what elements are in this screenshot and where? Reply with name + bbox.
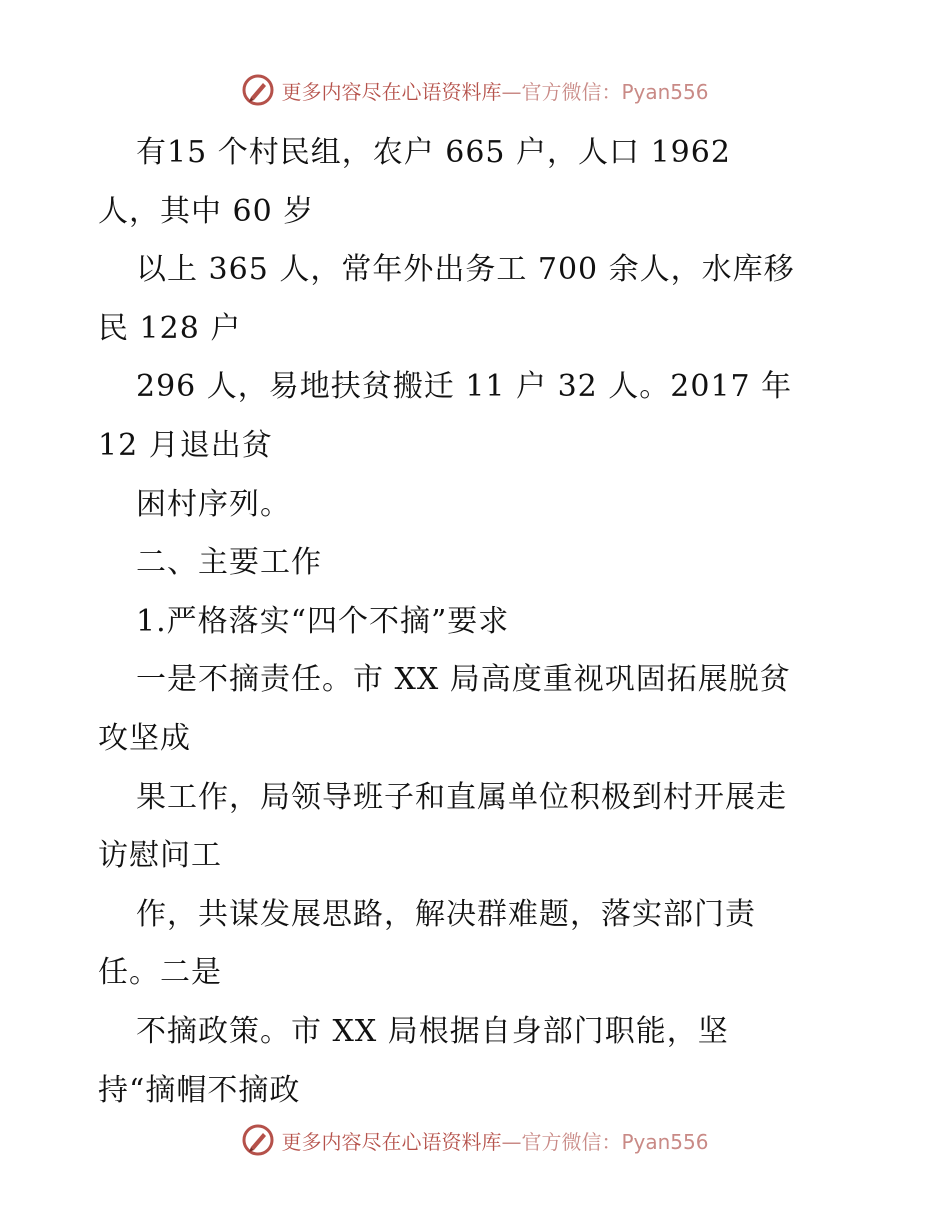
text-line: 任。二是 bbox=[98, 955, 222, 991]
text-line: 攻坚成 bbox=[98, 720, 191, 756]
pen-logo-icon bbox=[241, 1123, 275, 1157]
text-line: 一是不摘责任。市 XX 局高度重视巩固拓展脱贫 bbox=[136, 662, 791, 698]
watermark-dash: — bbox=[501, 1129, 522, 1154]
text-line: 民 128 户 bbox=[98, 310, 242, 346]
text-line: 296 人，易地扶贫搬迁 11 户 32 人。2017 年 bbox=[136, 369, 793, 405]
watermark-text bbox=[281, 1126, 708, 1155]
text-line: 持“摘帽不摘政 bbox=[98, 1072, 301, 1108]
document-body bbox=[98, 124, 858, 1120]
watermark-brand: 更多内容尽在心语资料库 bbox=[281, 79, 502, 104]
header-watermark-banner bbox=[0, 68, 950, 112]
text-line: 人，其中 60 岁 bbox=[98, 193, 315, 229]
text-line: 困村序列。 bbox=[136, 486, 291, 522]
watermark-dash: — bbox=[501, 79, 522, 104]
pen-logo-icon bbox=[241, 73, 275, 107]
text-line: 以上 365 人，常年外出务工 700 余人，水库移 bbox=[136, 252, 795, 288]
text-line: 有15 个村民组，农户 665 户，人口 1962 bbox=[136, 135, 731, 170]
text-line: 作，共谋发展思路，解决群难题，落实部门责 bbox=[136, 896, 756, 932]
watermark-contact: 官方微信：Pyan556 bbox=[521, 1129, 709, 1154]
footer-watermark-banner bbox=[0, 1118, 950, 1162]
text-line: 二、主要工作 bbox=[136, 545, 322, 581]
watermark-text bbox=[281, 76, 708, 105]
watermark-brand: 更多内容尽在心语资料库 bbox=[281, 1129, 502, 1154]
text-line: 访慰问工 bbox=[98, 838, 222, 874]
text-line: 果工作，局领导班子和直属单位积极到村开展走 bbox=[136, 779, 787, 815]
watermark-contact: 官方微信：Pyan556 bbox=[521, 79, 709, 104]
text-line: 12 月退出贫 bbox=[98, 427, 273, 463]
text-line: 不摘政策。市 XX 局根据自身部门职能，坚 bbox=[136, 1013, 729, 1049]
text-line: 1.严格落实“四个不摘”要求 bbox=[136, 603, 510, 639]
